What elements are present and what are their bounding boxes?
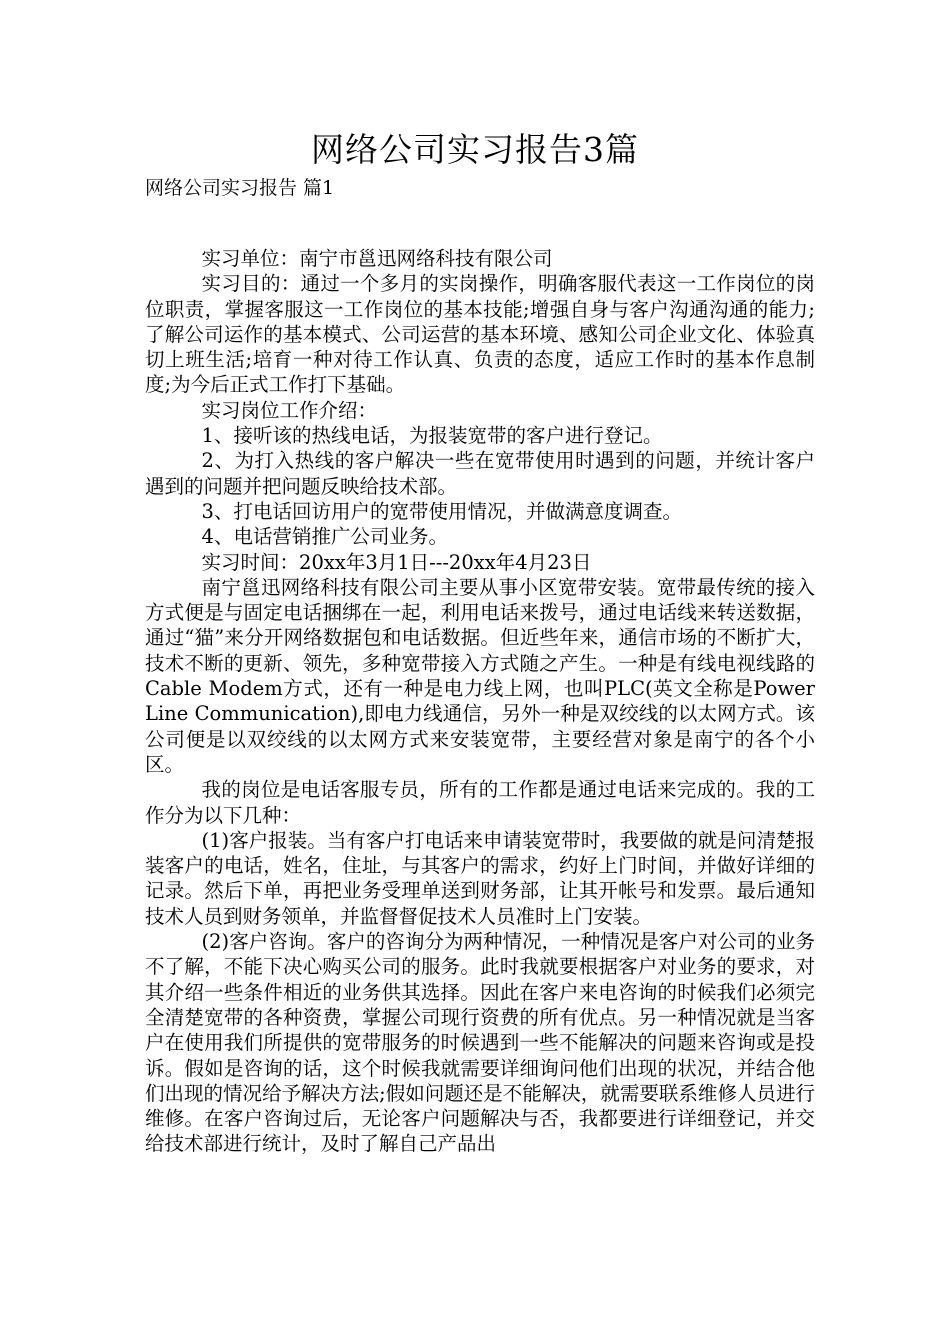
paragraph-duty-4: 4、电话营销推广公司业务。 [201, 525, 448, 549]
paragraph-my-position: 我的岗位是电话客服专员，所有的工作都是通过电话来完成的。我的工作分为以下几种： [145, 778, 815, 827]
paragraph-internship-unit: 实习单位：南宁市邕迅网络科技有限公司 [201, 247, 553, 270]
paragraph-duty-2: 2、为打入热线的客户解决一些在宽带使用时遇到的问题，并统计客户遇到的问题并把问题反映给技术部。 [145, 449, 815, 498]
paragraph-customer-consult: (2)客户咨询。客户的咨询分为两种情况，一种情况是客户对公司的业务不了解，不能下决心购买公司的服务。此时我就要根据客户对业务的要求，对其介绍一些条件相近的业务供其选择。因此在客户来电咨询的时候我们必须完全清楚宽带的各种资费，掌握公司现行资费的所有优点。另一种情况就是当客户在使用我们所提供的宽带服务的时候遇到一些不能解决的问题来咨询或是投诉。假如是咨询的话，这个时候我就需要详细询问他们出现的状况，并结合他们出现的情况给予解决方法;假如问题还是不能解决，就需要联系维修人员进行维修。在客户咨询过后，无论客户问题解决与否，我都要进行详细登记，并交给技术部进行统计，及时了解自己产品出 [145, 930, 815, 1156]
paragraph-job-intro-heading: 实习岗位工作介绍： [201, 398, 378, 422]
paragraph-duty-3: 3、打电话回访用户的宽带使用情况，并做满意度调查。 [201, 499, 682, 523]
document-body [145, 246, 815, 1157]
paragraph-internship-purpose: 实习目的：通过一个多月的实岗操作，明确客服代表这一工作岗位的岗位职责，掌握客服这一工作岗位的基本技能;增强自身与客户沟通沟通的能力;了解公司运作的基本模式、公司运营的基本环境、感知公司企业文化、体验真切上班生活;培育一种对待工作认真、负责的态度，适应工作时的基本作息制度;为今后正式工作打下基础。 [145, 272, 815, 397]
document-title: 网络公司实习报告3篇 [311, 130, 639, 169]
document-subtitle: 网络公司实习报告 篇1 [145, 177, 335, 199]
paragraph-duty-1: 1、接听该的热线电话，为报装宽带的客户进行登记。 [201, 424, 663, 448]
paragraph-customer-install: (1)客户报装。当有客户打电话来申请装宽带时，我要做的就是问清楚报装客户的电话，姓名，住址，与其客户的需求，约好上门时间，并做好详细的记录。然后下单，再把业务受理单送到财务部，让其开帐号和发票。最后通知技术人员到财务领单，并监督督促技术人员准时上门安装。 [145, 828, 815, 928]
paragraph-company-intro: 南宁邕迅网络科技有限公司主要从事小区宽带安装。宽带最传统的接入方式便是与固定电话捆绑在一起，利用电话来拨号，通过电话线来转送数据，通过“猫”来分开网络数据包和电话数据。但近些年来，通信市场的不断扩大，技术不断的更新、领先，多种宽带接入方式随之产生。一种是有线电视线路的Cable Modem方式，还有一种是电力线上网，也叫PLC(英文全称是Power Line Communication),即电力线通信，另外一种是双绞线的以太网方式。该公司便是以双绞线的以太网方式来安装宽带，主要经营对象是南宁的各个小区。 [145, 575, 815, 776]
paragraph-internship-time: 实习时间：20xx年3月1日---20xx年4月23日 [201, 550, 592, 574]
